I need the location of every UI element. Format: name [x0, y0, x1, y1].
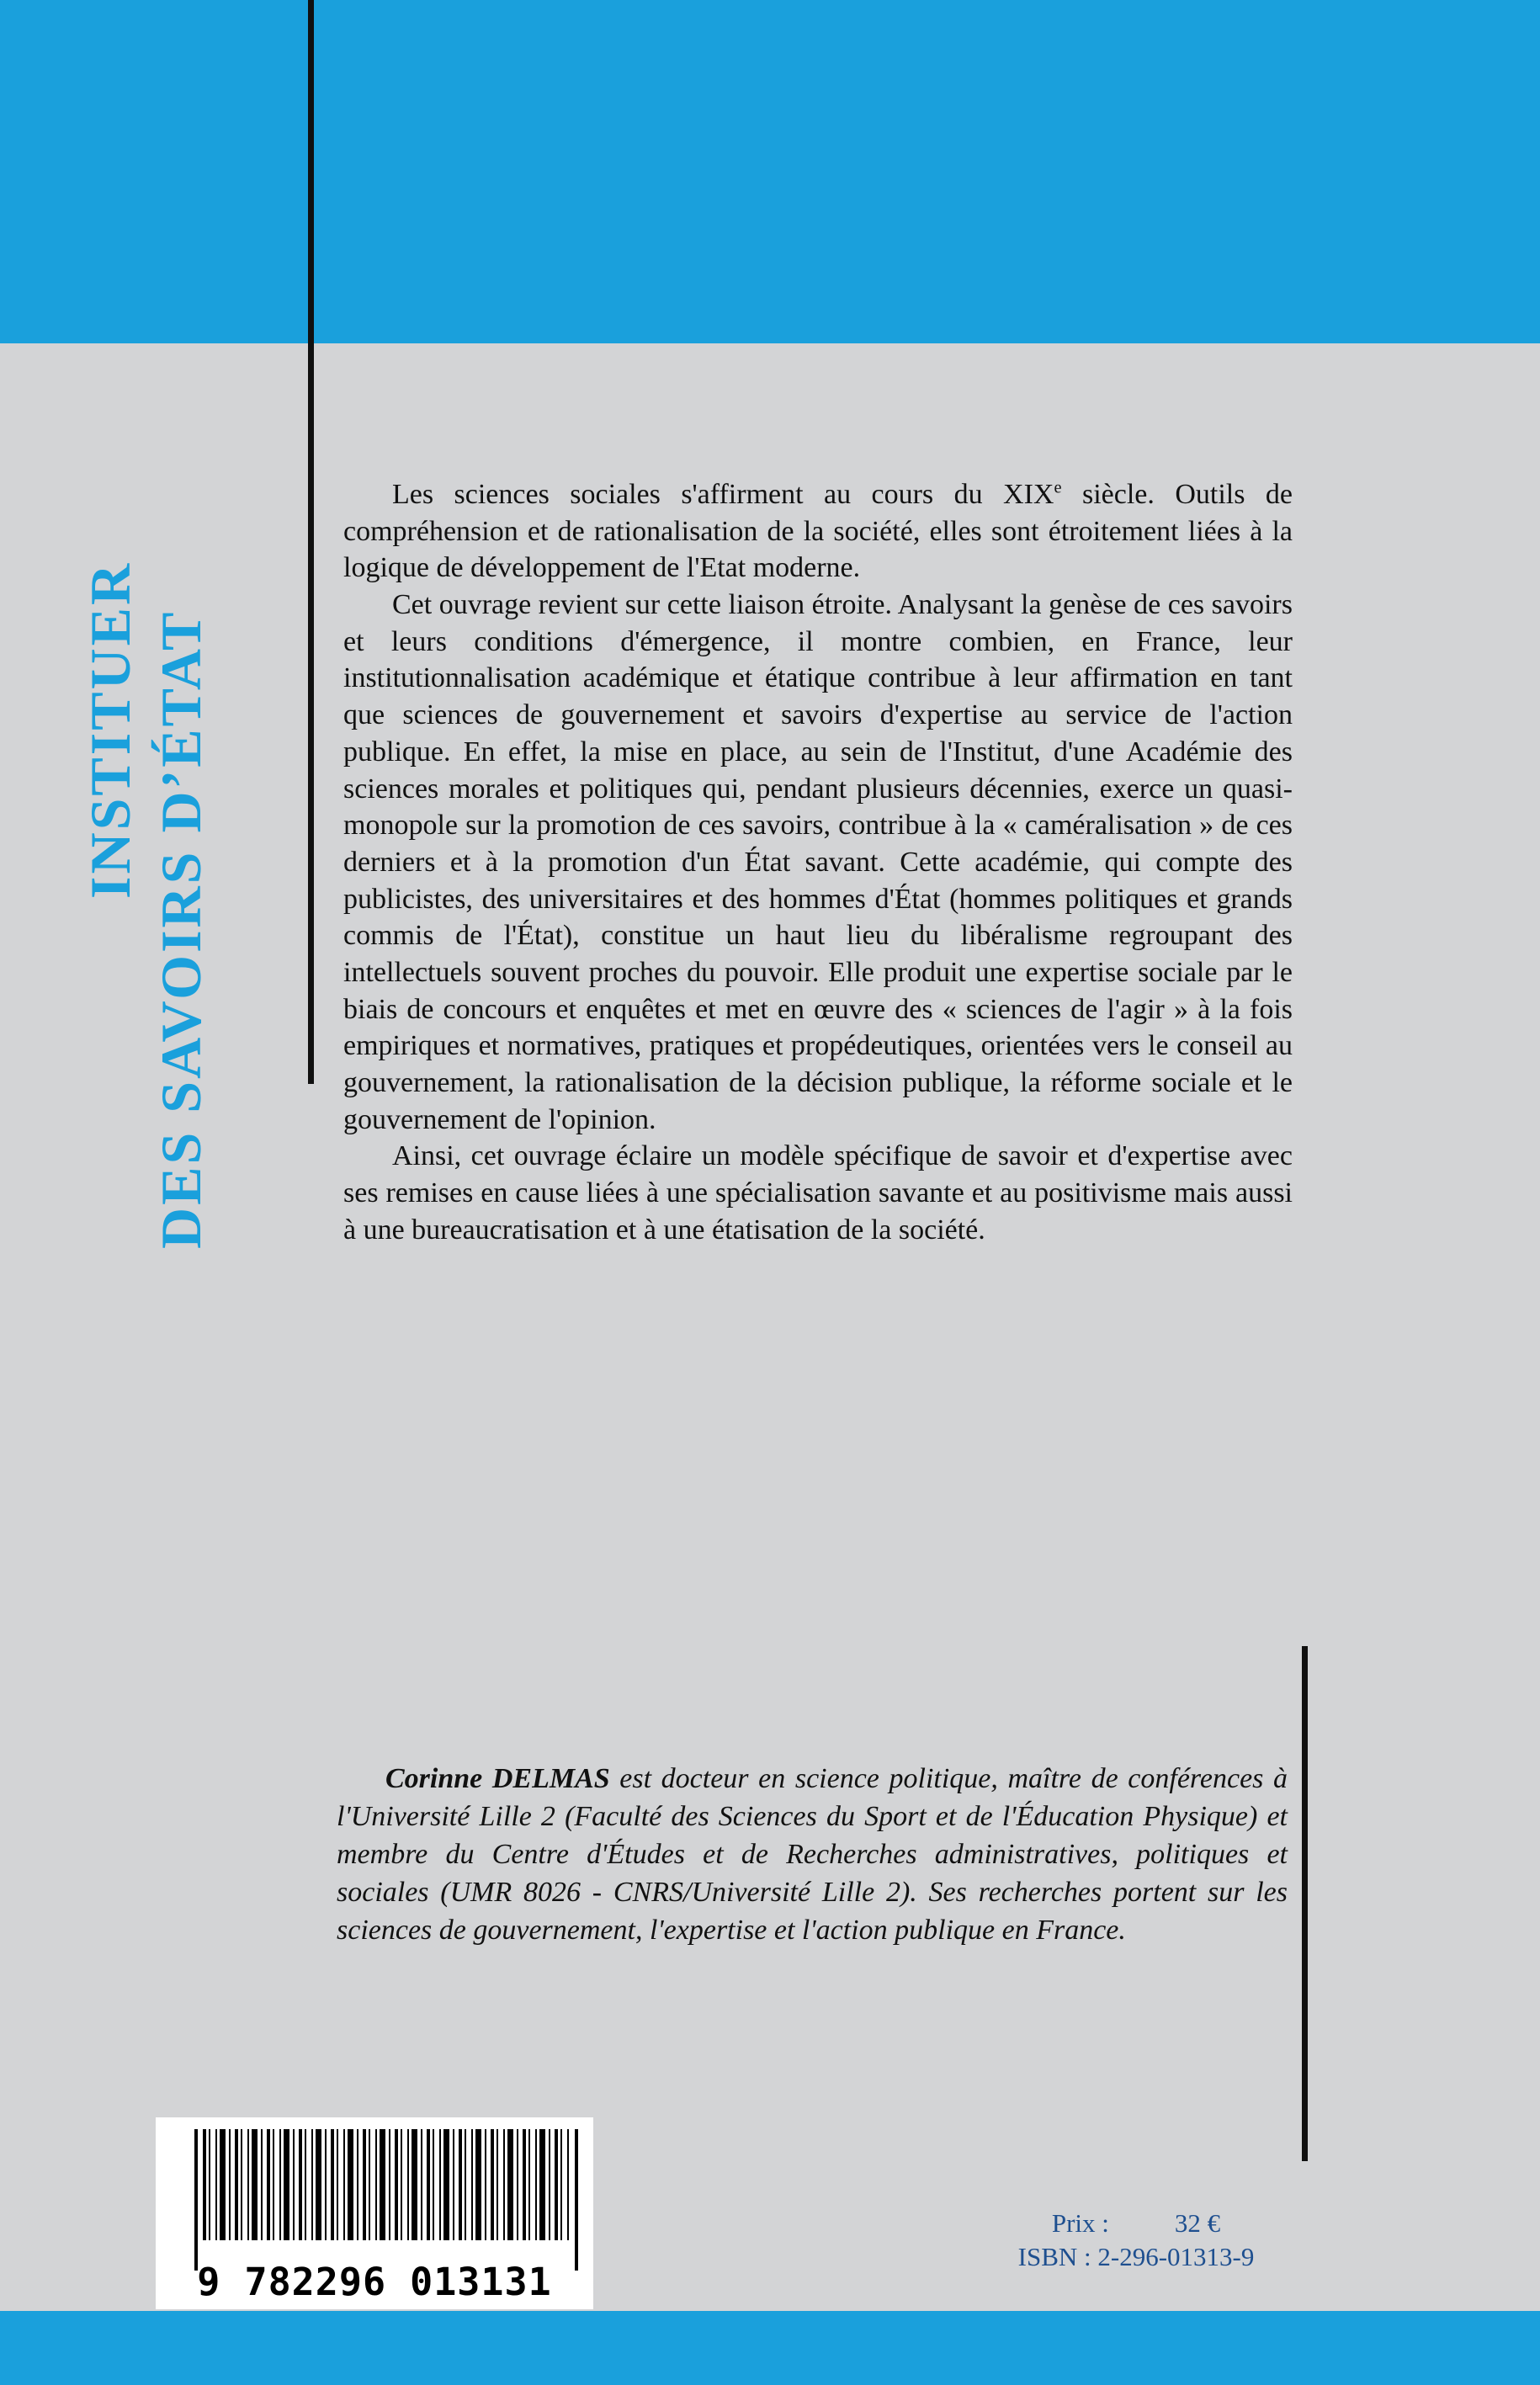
bottom-color-band	[0, 2311, 1540, 2385]
vertical-title-line2: DES SAVOIRS D’ÉTAT	[149, 609, 213, 1249]
barcode-guard-bar-right	[575, 2129, 578, 2271]
synopsis-paragraph-1	[343, 476, 1293, 587]
price-value: 32 €	[1174, 2208, 1221, 2238]
synopsis-p1-text-cont: siècle. Outils de compréhension et de rationalisation de la société, elles sont étroitement liées à la logique de développement de l'Etat moderne.	[343, 479, 1293, 584]
left-vertical-rule	[308, 0, 314, 1084]
isbn-text: ISBN : 2-296-01313-9	[1017, 2242, 1255, 2271]
century-superscript: e	[1054, 478, 1062, 497]
top-color-band	[0, 0, 1540, 343]
price-line	[968, 2208, 1304, 2239]
right-vertical-rule	[1302, 1646, 1308, 2161]
author-bio-paragraph	[337, 1761, 1288, 1949]
barcode-guard-bar-left	[194, 2129, 198, 2271]
barcode-number: 9 782296 013131	[197, 2260, 552, 2304]
author-bio-block	[337, 1761, 1288, 1949]
synopsis-text-block	[343, 476, 1293, 1248]
author-bio-text: est docteur en science politique, maître de conférences à l'Université Lille 2 (Faculté des Sciences du Sport et de l'Éducation Physique) et membre du Centre d'Études et de Recherches administratives, politiques et sociales (UMR 8026 - CNRS/Université Lille 2). Ses recherches portent sur les sciences de gouvernement, l'expertise et l'action publique en France.	[337, 1763, 1288, 1946]
barcode-panel	[156, 2117, 593, 2309]
barcode-bars	[203, 2129, 571, 2240]
synopsis-paragraph-2: Cet ouvrage revient sur cette liaison étroite. Analysant la genèse de ces savoirs et leurs conditions d'émergence, il montre combien, en France, leur institutionnalisation académique et étatique contribue à leur affirmation en tant que sciences de gouvernement et savoirs d'expertise au service de l'action publique. En effet, la mise en place, au sein de l'Institut, d'une Académie des sciences morales et politiques qui, pendant plusieurs décennies, exerce un quasi-monopole sur la promotion de ces savoirs, contribue à la « caméralisation » de ces derniers et à la promotion d'un État savant. Cette académie, qui compte des publicistes, des universitaires et des hommes d'État (hommes politiques et grands commis de l'État), constitue un haut lieu du libéralisme regroupant des intellectuels souvent proches du pouvoir. Elle produit une expertise sociale par le biais de concours et enquêtes et met en œuvre des « sciences de l'agir » à la fois empiriques et normatives, pratiques et propédeutiques, orientées vers le conseil au gouvernement, la rationalisation de la décision publique, la réforme sociale et le gouvernement de l'opinion.	[343, 589, 1293, 1135]
price-isbn-block	[968, 2208, 1304, 2272]
author-name: Corinne DELMAS	[385, 1763, 610, 1794]
vertical-title-line1: INSTITUER	[78, 560, 142, 899]
synopsis-p1-text: Les sciences sociales s'affirment au cours du XIX	[392, 479, 1054, 510]
synopsis-paragraph-3: Ainsi, cet ouvrage éclaire un modèle spécifique de savoir et d'expertise avec ses remises en cause liées à une spécialisation savante et au positivisme mais aussi à une bureaucratisation et à une étatisation de la société.	[343, 1140, 1293, 1246]
price-label: Prix :	[1051, 2208, 1109, 2238]
